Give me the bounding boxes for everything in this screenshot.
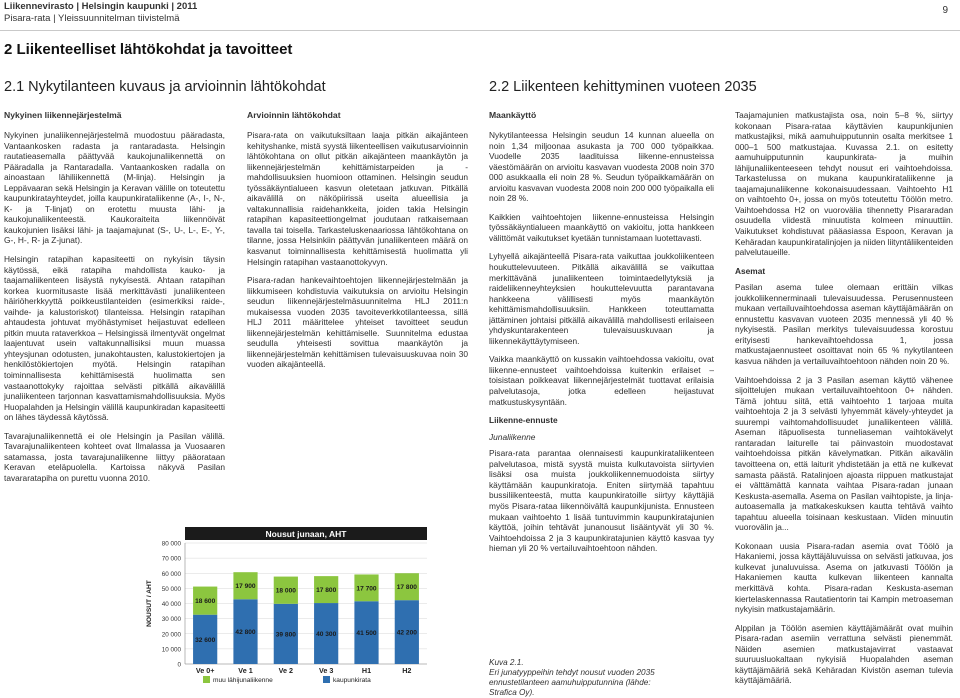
data-label: 17 900 [235, 583, 256, 591]
col4-paragraph-2: Pasilan asema tulee olemaan erittäin vilkas joukkoliikennerminaali tulevaisuudessa. Perusennusteen mukaan vertailuvaihtoehdossa aseman käyttäjämäärän on ennustettu kasvavan vuoteen 2035 mennessä yli 40 % nykyisestä. Pasilan merkitys tulevaisuudessa korostuu erityisesti hankevaihtoehdossa 1, jossa matkustajaennusteet osoittavat noin 65 % nykytilanteen kasvua nähden ja vertailuvaihtoehtoon nähden noin 20 %. [735, 282, 953, 367]
boardings-chart [143, 527, 430, 688]
x-tick-label: Ve 3 [318, 666, 334, 675]
section-title: 2 Liikenteelliset lähtökohdat ja tavoitteet [4, 41, 293, 58]
subsection-2-2-title: 2.2 Liikenteen kehittyminen vuoteen 2035 [489, 79, 757, 95]
header-divider [0, 30, 960, 31]
col3-paragraph-5: Pisara-rata parantaa olennaisesti kaupunkirataliikenteen palvelutasoa, mistä syystä muista kulkutavoista siirtyvien lisäksi osa muista joukkoliikennemuodoista siirtyy käyttämään kaupunkiratoja. Eniten siirtymää tapahtuu bussiliikenteestä, mutta kaupunkiratoille siirtyy käyttäjiä myös Pisara-rataa liikennöivältä kaupunkijunista. Ennusteen mukaan vaihtoehto 1 lisää tuntuvimmin kaupunkiratajunien käyttöä, joihin tehtävät junanousut lisääntyvät yli 30 %. Vaihtoehdoissa 2 ja 3 kaupunkiratajunien käyttö kasvaa tyy hieman yli 20 % vertailuvaihtoehtoon nähden. [489, 448, 714, 554]
legend-swatch [203, 676, 210, 683]
data-label: 18 600 [195, 598, 216, 606]
col3-heading: Maankäyttö [489, 110, 537, 120]
y-tick-label: 80 000 [161, 540, 181, 548]
y-tick-label: 30 000 [161, 616, 181, 624]
y-tick-label: 70 000 [161, 555, 181, 563]
y-axis-label: NOUSUT / AHT [146, 580, 153, 627]
data-label: 40 300 [316, 631, 337, 639]
y-tick-label: 50 000 [161, 585, 181, 593]
col4-paragraph-4: Kokonaan uusia Pisara-radan asemia ovat Töölö ja Hakaniemi, jossa käyttäjäluvuissa on selvästi jatkuvaa, jos kulkevat junaluvuissa. Asema on jatkuvasti Töölön ja Hakaniemen kautta kulkevan liikenteen kannalta merkittävä kohta. Pisara-radan Keskusta-aseman kiertelaskennassa Rautatientorin tai Kampin metroaseman nykyisin matkustajamäärin. [735, 540, 953, 615]
data-label: 42 200 [396, 629, 417, 637]
col4-paragraph-5: Alppilan ja Töölön asemien käyttäjämäärät ovat muihin Pisara-radan asemiin verrattuna selvästi pienemmät. Näiden asemien matkustajavirrat vastaavat suuruusluokaltaan nykyisiä Huopalahden aseman käyttäjämääriä sekä Kehäradan Kivistön aseman tulevia käyttäjämääriä. [735, 622, 953, 686]
y-tick-label: 60 000 [161, 570, 181, 578]
col3-paragraph-1: Nykytilanteessa Helsingin seudun 14 kunnan alueella on noin 1,34 miljoonaa asukasta ja 700 000 työpaikkaa. Vuodelle 2035 laadituissa liikenne-ennusteissa väestömäärän on arvioitu kasvavan vuodesta 2008 noin 370 000 asukkaalla eli noin 28 %. Seudun työpaikkamäärän on arvioitu kasvavan vuodesta 2008 noin 200 000 työpaikalla eli noin 28 %. [489, 130, 714, 204]
col4-paragraph-1: Taajamajunien matkustajista osa, noin 5–8 %, siirtyy kokonaan Pisara-rataa käyttävien kaupunkijunien matkustajiksi, mikä aamuhuipputunnin osalta merkitsee 1 000–1 500 matkustajaa. Kuvassa 2.1. on esitetty aamuhuipputunnin kaupunkirata- ja muihin lähijunaliikenteeseen tehdyt nousut eri vaihtoehdoissa. Tarkastelussa on mukana kaupunkirataliikenne ja taajamajunaliikenne kokonaisuudessaan. Vaihtoehto H1 on vaihtoehto 0+, jossa on myös toteutettu Töölön metro. Vaihtoehdossa H2 on vuorovälia tihennetty Pisararadan osuudella viidestä minuutista kolmeen minuuttiin. Vaikutukset kohdistuvat pääasiassa Espoon, Keravan ja Kehäradan kaupunkiratalinjojen ja niiden liityntäliikenteiden palvelutaueille. [735, 110, 953, 258]
x-tick-label: Ve 2 [278, 666, 294, 675]
col3-paragraph-4: Vaikka maankäyttö on kussakin vaihtoehdossa vakioitu, ovat liikenne-ennusteet vaihtoehdoissa kuitenkin erilaiset – toisistaan poikkeavat liikennejärjestelmät tuottavat erilaisia palvelutasoja, jotka edelleen heijastuvat matkustuskysyntään. [489, 354, 714, 407]
col1-paragraph-3: Tavarajunaliikennettä ei ole Helsingin ja Pasilan välillä. Tavarajunaliikenteen kohteet ovat Ilmalassa ja Vuosaaren satamassa, josta tavarajunaliikenne liittyy pääorataan Keravan eteläpuolella. Kartoissa näkyvä Pasilan tavararatapiha on purettu vuonna 2010. [4, 430, 225, 483]
y-tick-label: 0 [177, 661, 181, 669]
data-label: 39 800 [275, 631, 296, 639]
x-tick-label: Ve 0+ [195, 666, 215, 675]
legend-label: muu lähijunaliikenne [213, 677, 273, 684]
legend-swatch [323, 676, 330, 683]
data-label: 18 000 [275, 587, 296, 595]
running-header [4, 1, 197, 24]
col3-paragraph-2: Kaikkien vaihtoehtojen liikenne-ennusteissa Helsingin työssäkäyntialueen maankäyttö on vakioitu, jotta hankkeen välittömät vaikutukset kyetään tunnistamaan luotettavasti. [489, 211, 714, 243]
column-4 [735, 110, 953, 688]
x-tick-label: H2 [402, 666, 412, 675]
page-number: 9 [942, 5, 948, 16]
x-tick-label: H1 [361, 666, 372, 675]
y-tick-label: 10 000 [161, 646, 181, 654]
data-label: 17 700 [356, 585, 377, 593]
col3-paragraph-3: Lyhyellä aikajänteellä Pisara-rata vaikuttaa joukkoliikenteen houkuttelevuuteen. Pitkällä aikavälillä se vaikuttaa merkittävänä junaliikenteen toimintaedellytyksiä ja raideliikenneyhteyksien houkuttelevuutta parantavana hankkeena välillisesti myös maankäytön kehittämismahdollisuuksiin. Hankkeen toteuttamatta jättäminen johtaisi pitkällä aikavälillä mahdollisesti erilaiseen yhdyskuntarakenteen tulevaisuuskuvaan ja liikennekäyttäytymiseen. [489, 251, 714, 346]
col3-subheading-rail: Junaliikenne [489, 431, 536, 442]
y-tick-label: 20 000 [161, 631, 181, 639]
col2-heading: Arvioinnin lähtökohdat [247, 110, 341, 120]
x-tick-label: Ve 1 [238, 666, 253, 675]
col4-subheading-stations: Asemat [735, 265, 766, 276]
subsection-2-1-title: 2.1 Nykytilanteen kuvaus ja arvioinnin lähtökohdat [4, 79, 326, 95]
column-2 [247, 130, 468, 378]
column-1 [4, 130, 225, 492]
col1-heading: Nykyinen liikennejärjestelmä [4, 110, 122, 120]
col2-paragraph-1: Pisara-rata on vaikutuksiltaan laaja pitkän aikajänteen kehityshanke, mistä syystä liikenteellisen vaikutusarvioinnin lähtökohtana on ollut pitkän aikajänteen maankäytön ja liikennejärjestelmän kehittämistarpeiden ja -mahdollisuuksien huomioon ottaminen. Helsingin seudun työssäkäyntialueen kasvun oletetaan jatkuvan. Pitkällä aikavälillä on näköpiirissä useita alueellisia ja valtakunnallisia raidehankkeita, joiden takia Helsingin ratapihan kapasiteettiongelmat joudutaan ratkaisemaan tavalla tai toisella. Tarkasteluskenaariossa lähtökohtana on tilanne, jossa Helsinkiin päättyvän junaliikenteen määrä on kasvanut toiminnallisesta kehittämisestä huolimatta yli Helsingin ratapihan vastaanottokyvyn. [247, 130, 468, 267]
col1-paragraph-1: Nykyinen junaliikennejärjestelmä muodostuu pääradasta, Vantaankosken radasta ja rantaradasta. Helsingin rautatieasemalla päättyvää kaukojunaliikennettä on Pääradalla ja Rantaradalla. Vantaankosken radalla on ainoastaan lähiliikennettä (M-linja). Helsingin ja Leppävaaran sekä Helsingin ja Keravan välille on toteutettu kaupunkiratayhteydet, joilla kaupunkirataliikenne (A-, I-, N-, K- ja T-linjat) on erotettu muusta lähi- ja kaukojunaliikenteestä. Kaukoraiteita liikennöivät kaukojunien lisäksi lähi- ja taajamajunat (S-, U-, L-, E-, Y-, G-, H-, R- ja Z-junat). [4, 130, 225, 246]
chart-title: Nousut junaan, AHT [265, 529, 347, 539]
column-3 [489, 130, 714, 650]
data-label: 17 800 [396, 584, 417, 592]
col1-paragraph-2: Helsingin ratapihan kapasiteetti on nykyisin täysin käytössä, eikä ratapiha mahdollista kauko- ja taajamaliikenteen lisäystä nykyisestä. Ahtaan ratapihan korkea kuormitusaste lisää merkittävästi junaliikenteen häiriöherkkyyttä poikkeustilanteiden (esimerkiksi raide-, vaihde- ja kalustoriskot) tilanteissa. Helsingin ratapihan ahtaudesta johtuvat myöhästymiset heijastuvat edelleen pitkin muuta rataverkkoa – Helsingissä ilmentyvät ongelmat laajentuvat usein valtakunnallisiksi muun muassa yhteysjunan odotusten, junakohtausten, kalustokiertojen ja henkilöstökiertojen myötä. Helsingin ratapihan toiminnallisesta kehittämisestä huolimatta sen vastaanottokyky rajoittaa selvästi pitkällä aikavälillä junaliikenteen tarjonnan kasvattamismahdollisuuksia. Myös Huopalahden ja Helsingin välillä kaupunkiradan kapasiteetti on lähes täydessä käytössä. [4, 254, 225, 423]
data-label: 41 500 [356, 630, 377, 638]
header-line-1: Liikennevirasto | Helsingin kaupunki | 2011 [4, 1, 198, 12]
header-line-2: Pisara-rata | Yleissuunnitelman tiivistelmä [4, 12, 180, 24]
y-tick-label: 40 000 [161, 601, 181, 608]
data-label: 17 800 [316, 587, 337, 595]
data-label: 32 600 [195, 636, 216, 644]
data-label: 42 800 [235, 629, 256, 637]
col3-subheading-forecast: Liikenne-ennuste [489, 415, 558, 426]
legend-label: kaupunkirata [333, 677, 371, 684]
col4-paragraph-3: Vaihtoehdoissa 2 ja 3 Pasilan aseman käyttö vähenee sijoittelujen mukaan vertailuvaihtoehtoon 0+ nähden. Tämä johtuu siitä, että vaihtoehto 1 tarjoaa muita vaihtoehtoja 2 ja 3 selvästi lyhyemmät kävely-yhteydet ja suurempi vaihtomahdollisuudet junaliikenteen välillä. Aseman itäpuolisesta tunneliaseman vaihtokävelyt rantaradan laiturelle tai päinvastoin muodostavat vaihtoehdoissa pitkän kävelymatkan. Pitkän aikavälin tavoitteena on, että laiturit yhdistetään ja että ne kulkevat samasta päästä. Ratalinjoen ajoasta riippuen matkustajat ei välttämättä kannata vaihtaa Pisara-radan junaan Keskusta-asemalla. Asema on Pasilan vaihtopiste, ja linja-autoasemalla ja matkakeskuksen kautta tehtävä vaihto tapahtuu alueella toisinaan keskustaan. Viiden minuutin vuorovälin ja... [735, 374, 953, 533]
col2-paragraph-2: Pisara-radan hankevaihtoehtojen liikennejärjestelmään ja liikkumiseen kohdistuvia vaikutuksia on arvioitu Helsingin seudun liikennejärjestelmäsuunnitelma HLJ 2011:n mukaisessa vuoden 2035 tavoiteverkkotilanteessa, sillä HLJ 2011 määrittelee yhteiset tavoitteet seudun liikennejärjestelmän kehittämiselle. Suunnitelma edustaa seudulla yhteisesti sovittua maankäytön ja liikennejärjestelmän kehittämisen tulevaisuuskuvaa noin 30 vuoden aikajänteellä. [247, 275, 468, 370]
figure-caption: Kuva 2.1. Eri junatyyppeihin tehdyt nousut vuoden 2035 ennustetilanteen aamuhuipputunnina (lähde: Strafica Oy). [489, 658, 655, 697]
